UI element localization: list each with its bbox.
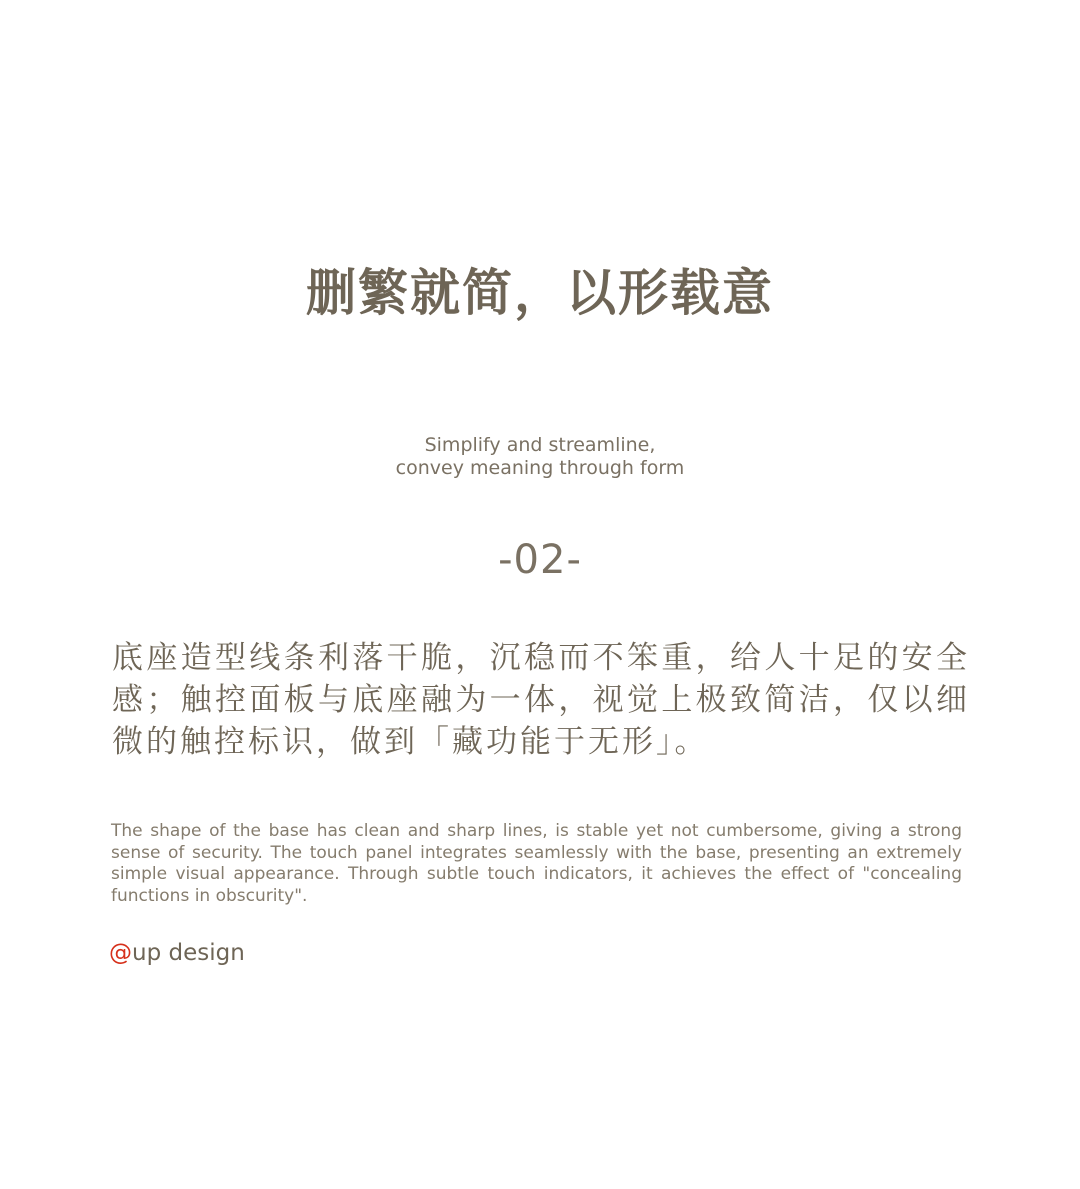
subtitle-line-1: Simplify and streamline, (424, 434, 656, 456)
credit-name: up design (132, 940, 245, 966)
paragraph-chinese: 底座造型线条利落干脆，沉稳而不笨重，给人十足的安全感；触控面板与底座融为一体，视觉上极致简洁，仅以细微的触控标识，做到「藏功能于无形」。 (112, 640, 970, 760)
paragraph-english: The shape of the base has clean and sharp lines, is stable yet not cumbersome, giving a strong sense of security. The touch panel integrates seamlessly with the base, presenting an extremely simple visual appearance. Through subtle touch indicators, it achieves the effect of "concealing functions in obscurity". (111, 821, 962, 906)
credit (109, 938, 245, 968)
section-number: -02- (498, 537, 582, 583)
subtitle (0, 434, 1080, 480)
page-title: 删繁就简，以形载意 (306, 264, 774, 322)
at-symbol: @ (109, 940, 132, 966)
subtitle-line-2: convey meaning through form (395, 457, 685, 479)
